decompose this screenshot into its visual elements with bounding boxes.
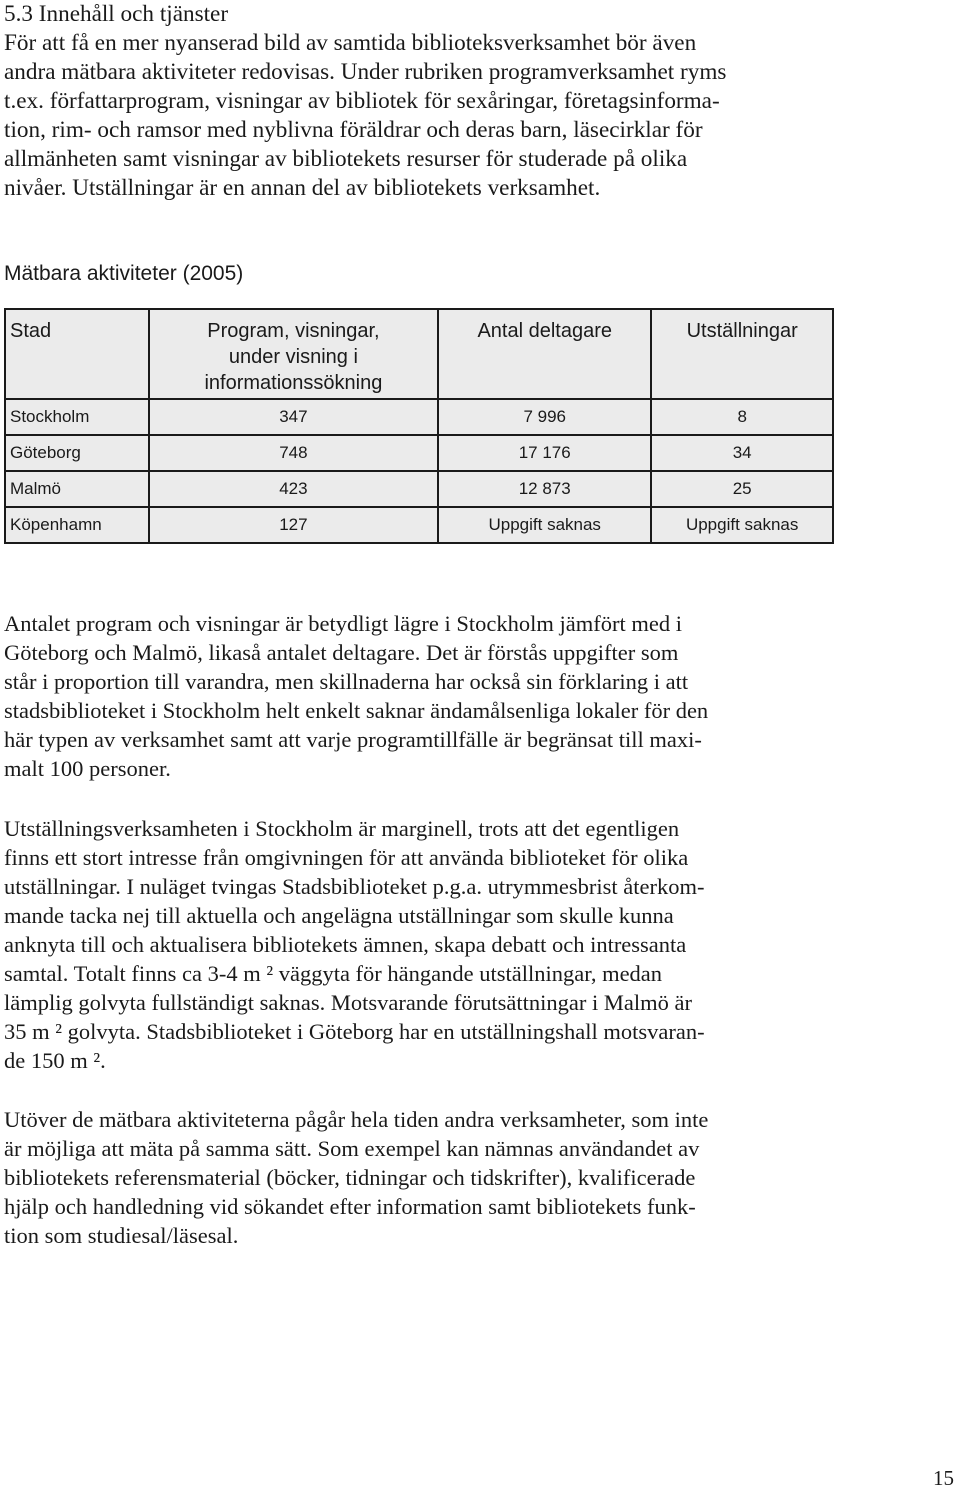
table-row	[5, 507, 833, 543]
table-row	[5, 435, 833, 471]
cell-deltagare: 17 176	[438, 435, 651, 471]
table-row	[5, 471, 833, 507]
section-heading: 5.3 Innehåll och tjänster	[4, 1, 229, 27]
cell-city: Stockholm	[5, 399, 149, 435]
cell-utstallningar: 25	[651, 471, 833, 507]
cell-program: 423	[149, 471, 438, 507]
table-row	[5, 399, 833, 435]
intro-paragraph: För att få en mer nyanserad bild av samtida biblioteksverksamhet bör även andra mätbara aktiviteter redovisas. Under rubriken programverksamhet ryms t.ex. författarprogram, visningar av bibliotek för sexåringar, företagsinforma- tion, rim- och ramsor med nyblivna föräldrar och deras barn, läsecirklar för allmänheten samt visningar av bibliotekets resurser för studerade på olika nivåer. Utställningar är en annan del av bibliotekets verksamhet.	[4, 30, 727, 201]
paragraph-other-activities: Utöver de mätbara aktiviteterna pågår hela tiden andra verksamheter, som inte är möjliga att mäta på samma sätt. Som exempel kan nämnas användandet av bibliotekets referensmaterial (böcker, tidningar och tidskrifter), kvalificerade hjälp och handledning vid sökandet efter information samt bibliotekets funk- tion som studiesal/läsesal.	[4, 1107, 709, 1248]
cell-utstallningar: Uppgift saknas	[651, 507, 833, 543]
intro-section	[4, 0, 954, 203]
cell-deltagare: 7 996	[438, 399, 651, 435]
cell-deltagare: Uppgift saknas	[438, 507, 651, 543]
header-stad: Stad	[5, 309, 149, 399]
cell-utstallningar: 34	[651, 435, 833, 471]
table-title: Mätbara aktiviteter (2005)	[4, 262, 244, 285]
activities-table	[4, 308, 834, 544]
table-header-row	[5, 309, 833, 399]
cell-city: Malmö	[5, 471, 149, 507]
cell-program: 347	[149, 399, 438, 435]
header-program: Program, visningar, under visning i informationssökning	[149, 309, 438, 399]
page-number: 15	[933, 1466, 954, 1490]
cell-utstallningar: 8	[651, 399, 833, 435]
paragraph-comparison: Antalet program och visningar är betydligt lägre i Stockholm jämfört med i Göteborg och Malmö, likaså antalet deltagare. Det är förstås uppgifter som står i proportion till varandra, men skillnaderna har också sin förklaring i att stadsbiblioteket i Stockholm helt enkelt saknar ändamålsenliga lokaler för den här typen av verksamhet samt att varje programtillfälle är begränsat till maxi- malt 100 personer.	[4, 611, 709, 781]
cell-deltagare: 12 873	[438, 471, 651, 507]
cell-city: Köpenhamn	[5, 507, 149, 543]
header-utstallningar: Utställningar	[651, 309, 833, 399]
cell-city: Göteborg	[5, 435, 149, 471]
header-deltagare: Antal deltagare	[438, 309, 651, 399]
paragraph-exhibitions: Utställningsverksamheten i Stockholm är marginell, trots att det egentligen finns ett stort intresse från omgivningen för att använda biblioteket för olika utställningar. I nuläget tvingas Stadsbiblioteket p.g.a. utrymmesbrist återkom- mande tacka nej till aktuella och angelägna utställningar som skulle kunna anknyta till och aktualisera bibliotekets ämnen, skapa debatt och intressanta samtal. Totalt finns ca 3-4 m ² väggyta för hängande utställningar, medan lämplig golvyta fullständigt saknas. Motsvarande förutsättningar i Malmö är 35 m ² golvyta. Stadsbiblioteket i Göteborg har en utställningshall motsvaran- de 150 m ².	[4, 816, 705, 1073]
cell-program: 127	[149, 507, 438, 543]
cell-program: 748	[149, 435, 438, 471]
